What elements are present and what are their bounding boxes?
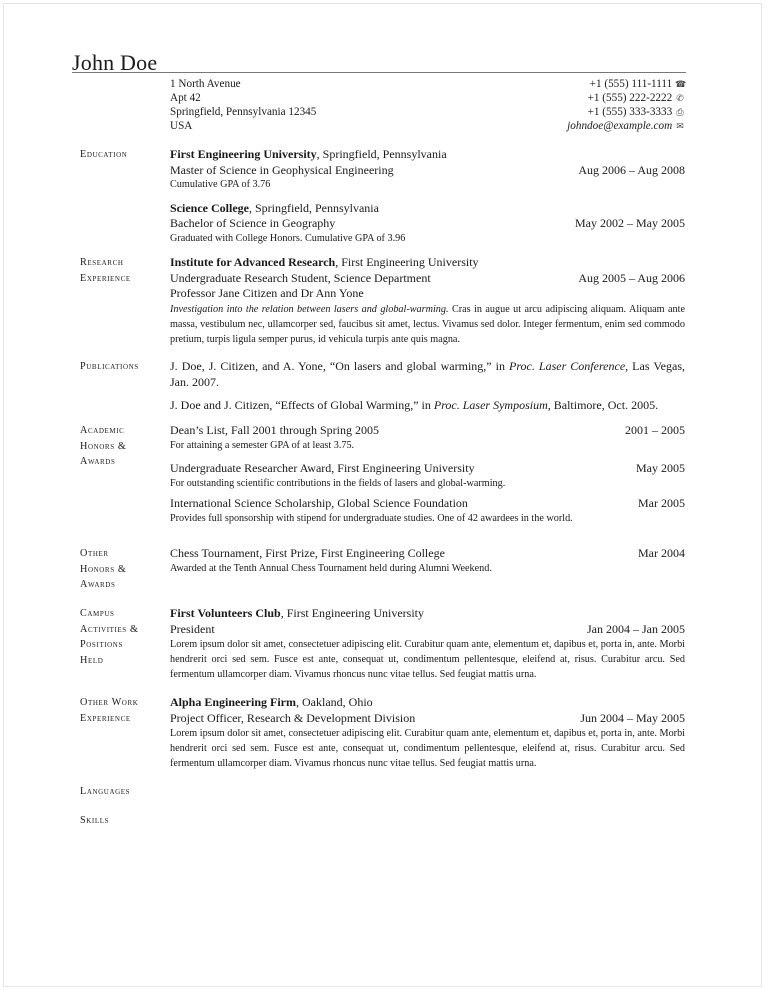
institution-name: Science College [170,200,249,215]
date-range: May 2005 [636,461,685,475]
section-label [80,546,168,593]
award-note: Provides full sponsorship with stipend for undergraduate studies. One of 42 awardees in the world. [170,512,573,524]
section-label [80,255,168,286]
fax-icon: ⎙ [676,107,684,117]
activity-description: Lorem ipsum dolor sit amet, consectetuer adipiscing elit. Curabitur quam ante, elementum et, dapibus et, porta in, ante. Morbi hendrerit orci sed sem. Fusce est ante, consequat ut, condimentum pellentesque, eleifend at, risus. Curabitur arcu. Sed fermentum ullamcorper diam. Vivamus rhoncus nunc vitae tellus. Sed feugiat mattis urna. [170,639,685,680]
resume-name: John Doe [72,50,158,75]
research-topic: Investigation into the relation between lasers and global-warming. [170,303,449,315]
section-label-line: Other Work [80,697,139,708]
org-detail: , Oakland, Ohio [296,695,373,709]
section-label [80,606,168,668]
gpa-note: Graduated with College Honors. Cumulative GPA of 3.96 [170,232,406,244]
section-label-line: Other [80,548,109,559]
date-range: Mar 2005 [638,496,685,510]
work-description: Lorem ipsum dolor sit amet, consectetuer adipiscing elit. Curabitur quam ante, elementum et, dapibus et, porta in, ante. Morbi hendrerit orci sed sem. Fusce est ante, consequat ut, condimentum pellentesque, eleifend at, risus. Curabitur arcu. Sed fermentum ullamcorper diam. Vivamus rhoncus nunc vitae tellus. Sed feugiat mattis urna. [170,728,685,769]
org-detail: , First Engineering University [280,606,425,620]
email-icon: ✉ [676,121,684,131]
phone-icon: ☎ [675,79,687,89]
degree: Master of Science in Geophysical Engineering [170,162,394,177]
section-label: Skills [80,815,110,826]
section-label-line: Positions [80,639,123,650]
publication-entry [170,359,685,375]
date-range: May 2002 – May 2005 [575,216,685,230]
date-range: Aug 2006 – Aug 2008 [578,162,685,177]
date-range: 2001 – 2005 [625,423,685,437]
contact-block [567,77,685,133]
org-detail: , First Engineering University [335,255,479,269]
mobile-icon: ✆ [676,93,684,103]
org-name: Institute for Advanced Research [170,255,336,269]
org-name: First Volunteers Club [170,606,281,620]
award-title: Dean’s List, Fall 2001 through Spring 2005 [170,423,379,437]
pub-authors: J. Doe and J. Citizen, “Effects of Global Warming,” in [170,398,434,412]
date-range: Jan 2004 – Jan 2005 [587,621,685,636]
institution-location: , Springfield, Pennsylvania [248,200,379,215]
section-label-line: Honors & [80,440,127,452]
role: President [170,621,215,636]
org-name: Alpha Engineering Firm [170,695,297,709]
date-range: Jun 2004 – May 2005 [580,710,685,725]
award-title: Undergraduate Researcher Award, First Engineering University [170,461,475,475]
name-rule [72,72,686,73]
section-label-line: Research [80,257,124,268]
pub-venue: Proc. Laser Conference [509,359,626,373]
pub-detail: , Baltimore, Oct. 2005. [547,398,659,412]
degree: Bachelor of Science in Geography [170,216,336,230]
address-block [170,77,316,133]
address-line: Springfield, Pennsylvania 12345 [170,106,317,118]
pub-venue: Proc. Laser Symposium [433,398,548,412]
section-label-line: Held [80,654,104,666]
section-label-line: Activities & [80,623,139,635]
date-range: Mar 2004 [638,546,685,560]
section-label-line: Experience [80,272,131,284]
award-title: International Science Scholarship, Global Science Foundation [170,496,468,510]
section-label: Publications [80,361,139,372]
section-label: Education [80,149,128,160]
section-label [80,423,168,470]
institution-location: , Springfield, Pennsylvania [316,147,447,161]
award-note: For attaining a semester GPA of at least 3.75. [170,439,355,451]
section-label-line: Honors & [80,563,127,575]
fax-number: +1 (555) 333-3333 [587,106,673,118]
date-range: Aug 2005 – Aug 2006 [578,270,685,285]
award-title: Chess Tournament, First Prize, First Engineering College [170,546,445,560]
section-label-line: Academic [80,425,125,436]
role: Project Officer, Research & Development Division [170,710,416,725]
section-label-line: Awards [80,579,116,590]
section-label [80,695,168,726]
award-note: For outstanding scientific contributions in the fields of lasers and global-warming. [170,477,506,489]
section-label-line: Awards [80,456,116,467]
gpa-note: Cumulative GPA of 3.76 [170,179,271,190]
address-line: USA [170,120,193,132]
address-line: Apt 42 [170,92,201,104]
section-label-line: Campus [80,608,115,619]
research-description: Cras in augue ut arcu adipiscing aliquam. Aliquam ante massa, vestibulum nec, ullamcorper sed, faucibus sit amet, lectus. Vivamus sed dolor. Integer fermentum, enim sed commodo pretium, turpis ligula semper purus, id vehicula turpis ante quis magna. [170,303,685,345]
email-link[interactable]: johndoe@example.com [567,120,673,132]
institution-name: First Engineering University [170,147,317,161]
role: Undergraduate Research Student, Science Department [170,270,431,285]
pub-authors: J. Doe, J. Citizen, and A. Yone, “On lasers and global warming,” in [170,359,509,373]
pub-detail: , Las Vegas, [625,359,685,373]
address-line: 1 North Avenue [170,78,241,90]
publication-entry [170,398,685,414]
award-note: Awarded at the Tenth Annual Chess Tournament held during Alumni Weekend. [170,562,492,574]
section-label-line: Experience [80,712,131,724]
section-label: Languages [80,786,131,797]
pub-date: Jan. 2007. [170,374,219,389]
phone-number: +1 (555) 111-1111 [589,78,673,90]
supervisors: Professor Jane Citizen and Dr Ann Yone [170,286,364,300]
mobile-number: +1 (555) 222-2222 [587,92,673,104]
